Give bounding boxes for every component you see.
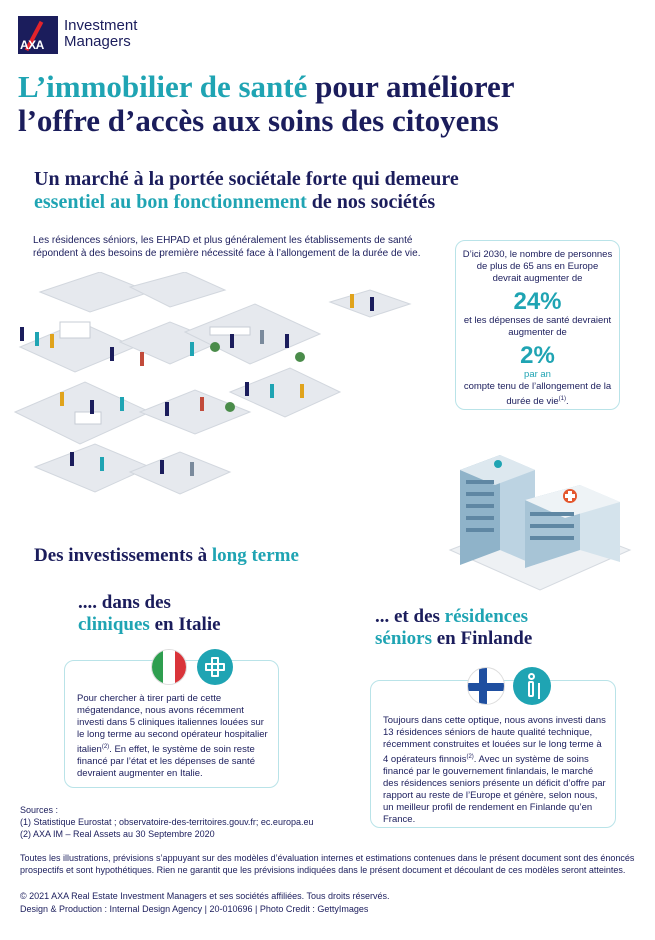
isometric-rooms-drawing bbox=[0, 272, 450, 512]
section2-prefix: Des investissements à bbox=[34, 545, 212, 566]
stat-period: . bbox=[566, 396, 569, 408]
stat-footnote: (1) bbox=[558, 396, 566, 402]
hospital-buildings-drawing bbox=[430, 430, 640, 600]
section2-teal: long terme bbox=[211, 545, 299, 566]
axa-logo bbox=[18, 16, 58, 54]
page-title bbox=[18, 70, 515, 138]
finland-heading-teal1: résidences bbox=[444, 606, 529, 627]
stat-pct1: 24% bbox=[513, 288, 562, 315]
finland-flag bbox=[467, 667, 505, 705]
subtitle-teal: essentiel au bon fonctionnement bbox=[34, 191, 307, 213]
title-part2: pour améliorer bbox=[307, 69, 515, 104]
logo-text: AXA bbox=[20, 38, 44, 52]
italy-box bbox=[64, 660, 279, 788]
finland-heading-rest: en Finlande bbox=[432, 628, 533, 649]
finland-heading-prefix: ... et des bbox=[375, 606, 445, 627]
italy-footnote: (2) bbox=[101, 744, 110, 750]
statistics-box bbox=[455, 240, 620, 410]
italy-heading bbox=[78, 592, 221, 636]
brand-line1: Investment bbox=[64, 17, 138, 34]
buildings-illustration bbox=[430, 430, 640, 600]
stat-per-year: par an bbox=[524, 369, 551, 380]
sources bbox=[20, 804, 420, 840]
stat-text3-wrap bbox=[462, 381, 613, 408]
finland-heading bbox=[375, 606, 532, 650]
stat-pct2: 2% bbox=[520, 342, 555, 369]
brand-name bbox=[64, 18, 137, 50]
elderly-person-icon bbox=[513, 667, 551, 705]
italy-heading-line1: .... dans des bbox=[78, 592, 171, 613]
title-line2: l’offre d’accès aux soins des citoyens bbox=[18, 103, 499, 138]
finland-heading-teal2: séniors bbox=[375, 628, 432, 649]
credits: Design & Production : Internal Design Agency | 20-010696 | Photo Credit : GettyImages bbox=[20, 904, 369, 914]
italy-flag bbox=[151, 649, 187, 685]
stat-text1: D’ici 2030, le nombre de personnes de plus de 65 ans en Europe devrait augmenter de bbox=[462, 249, 613, 284]
subtitle-line1: Un marché à la portée sociétale forte qui demeure bbox=[34, 168, 459, 190]
stat-text2: et les dépenses de santé devraient augmenter de bbox=[463, 315, 612, 338]
italy-heading-teal: cliniques bbox=[78, 614, 150, 635]
title-part1: L’immobilier de santé bbox=[18, 69, 308, 104]
finland-text-b: . Avec un système de soins financé par le gouvernement finlandais, le marché des résidences seniors présente un déficit d’offre par rapport au reste de l’Europe et génère, selon nous, un meilleur profil de rendement en Finlande qu’en France. bbox=[383, 754, 606, 826]
stat-text3: compte tenu de l’allongement de la durée de vie bbox=[463, 381, 612, 408]
source-1: (1) Statistique Eurostat ; observatoire-des-territoires.gouv.fr; ec.europa.eu bbox=[20, 817, 314, 827]
finland-text-a: Toujours dans cette optique, nous avons investi dans 13 résidences séniors de haute qualité technique, récemment construites et louées sur le long terme à 4 opérateurs finnois bbox=[383, 715, 606, 766]
subtitle-rest: de nos sociétés bbox=[306, 191, 436, 213]
page-subtitle bbox=[34, 168, 459, 214]
brand-line2: Managers bbox=[64, 33, 131, 50]
sources-label: Sources : bbox=[20, 805, 59, 815]
italy-heading-rest: en Italie bbox=[149, 614, 221, 635]
medical-cross-icon bbox=[197, 649, 233, 685]
section-long-term-heading bbox=[34, 545, 299, 567]
intro-text: Les résidences séniors, les EHPAD et plus généralement les établissements de santé répondent à des besoins de première nécessité face à l’allongement de la durée de vie. bbox=[33, 235, 421, 259]
source-2: (2) AXA IM – Real Assets au 30 Septembre 2020 bbox=[20, 829, 215, 839]
italy-text bbox=[77, 693, 272, 780]
disclaimer: Toutes les illustrations, prévisions s’appuyant sur des modèles d’évaluation internes et estimations contenues dans le présent document sont des énoncés prospectifs et sont hypothétiques. Rien ne garantit que les prévisions indiquées dans le présent document et découlant de ces modèles seront atteintes. bbox=[20, 853, 635, 875]
italy-text-b: . En effet, le système de soin reste financé par l’état et les dépenses de santé devraient augmenter en Italie. bbox=[77, 744, 255, 780]
finland-footnote: (2) bbox=[466, 754, 474, 760]
italy-text-a: Pour chercher à tirer parti de cette mégatendance, nous avons récemment investi dans 5 cliniques italiennes louées sur le long terme au second opérateur hospitalier italien bbox=[77, 693, 268, 756]
copyright: © 2021 AXA Real Estate Investment Managers et ses sociétés affiliées. Tous droits réservés. bbox=[20, 891, 390, 901]
care-facilities-illustration bbox=[0, 272, 450, 512]
